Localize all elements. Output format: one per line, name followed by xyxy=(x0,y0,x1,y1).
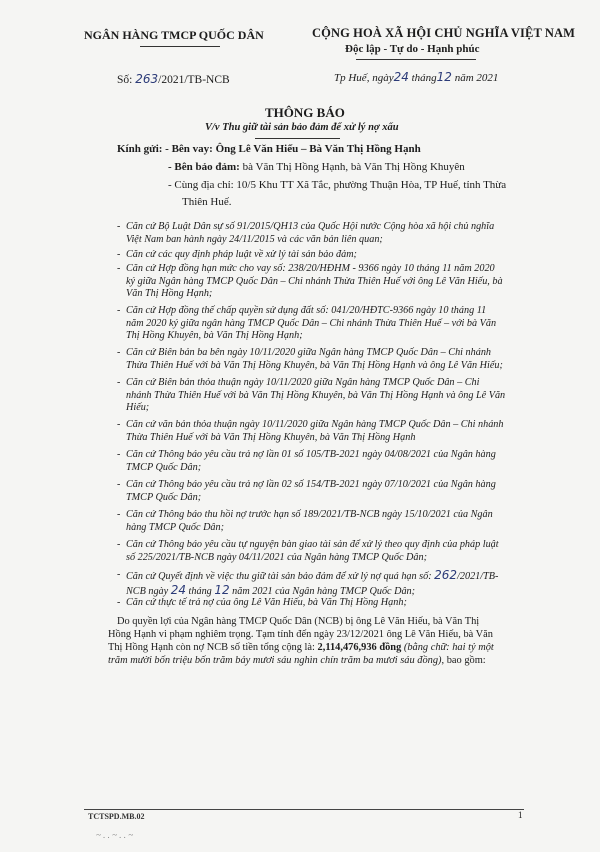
bullet: - xyxy=(117,539,121,550)
footer-rule xyxy=(84,809,524,810)
bullet: - xyxy=(117,479,121,490)
footer-form-code: TCTSPD.MB.02 xyxy=(88,812,145,821)
basis-regulations: Căn cứ các quy định pháp luật về xử lý tài sản bảo đảm; xyxy=(126,249,357,260)
doc-no-handwritten: 263 xyxy=(135,72,159,86)
body-paragraph: Do quyền lợi của Ngân hàng TMCP Quốc Dân (NCB) bị ông Lê Văn Hiếu, bà Văn Thị Hồng Hạnh vi phạm nghiêm trọng. Tạm tính đến ngày 23/12/2021 ông Lê Văn Hiếu, bà Văn Thị Hồng Hạnh còn nợ NCB số tiền tổng cộng là: 2,114,476,936 đồng (bằng chữ: hai tỷ một trăm mười bốn triệu bốn trăm bảy mươi sáu nghìn chín trăm ba mươi sáu đồng), bao gồm: xyxy=(108,616,494,666)
recipient-borrower xyxy=(117,143,421,155)
year-label: năm 2021 xyxy=(451,72,499,84)
notice-subject: V/v Thu giữ tài sản bảo đảm để xử lý nợ xấu xyxy=(205,122,399,133)
bullet: - xyxy=(117,449,121,460)
document-number xyxy=(117,72,230,86)
basis-early-recall-notice: Căn cứ Thông báo thu hồi nợ trước hạn số 189/2021/TB-NCB ngày 15/10/2021 của Ngân hàng TMCP Quốc Dân; xyxy=(126,509,493,533)
notice-title: THÔNG BÁO xyxy=(265,105,345,120)
basis-handover-notice: Căn cứ Thông báo yêu cầu tự nguyện bàn giao tài sản để xử lý theo quy định của pháp luật số 225/2021/TB-NCB ngày 04/11/2021 của Ngân hàng TMCP Quốc Dân; xyxy=(126,539,499,563)
recipient-guarantor xyxy=(168,161,465,173)
recipient-borrower-value: Ông Lê Văn Hiếu – Bà Văn Thị Hồng Hạnh xyxy=(215,143,421,155)
bullet: - xyxy=(117,305,121,316)
basis-agreement-minutes: Căn cứ Biên bản thỏa thuận ngày 10/11/2020 giữa Ngân hàng TMCP Quốc Dân – Chi nhánh Thừa Thiên Huế với bà Văn Thị Hồng Khuyên, bà Văn Thị Hồng Hạnh và ông Lê Văn Hiếu; xyxy=(126,377,506,413)
day-handwritten: 24 xyxy=(393,70,409,84)
month-label: tháng xyxy=(408,72,437,84)
debt-amount: 2,114,476,936 đồng xyxy=(317,642,402,653)
basis-repayment-notice-1: Căn cứ Thông báo yêu cầu trả nợ lần 01 số 105/TB-2021 ngày 04/08/2021 của Ngân hàng TMCP Quốc Dân; xyxy=(126,449,496,473)
basis-mortgage-contract: Căn cứ Hợp đồng thế chấp quyền sử dụng đất số: 041/20/HĐTC-9366 ngày 10 tháng 11 năm 2020 ký giữa ngân hàng TMCP Quốc Dân – Chi nhánh Thừa Thiên Huế – với bà Văn Thị Hồng Khuyên, bà Văn Thị Hồng Hạnh; xyxy=(126,305,497,341)
recipient-address: - Cùng địa chỉ: 10/5 Khu TT Xã Tắc, phường Thuận Hòa, TP Huế, tỉnh Thừa xyxy=(168,179,507,191)
place-date xyxy=(334,70,498,84)
bank-underline xyxy=(140,46,220,47)
subject-underline xyxy=(255,138,340,139)
bullet: - xyxy=(117,377,121,388)
basis-repayment-reality: Căn cứ thực tế trả nợ của ông Lê Văn Hiếu, bà Văn Thị Hồng Hạnh; xyxy=(126,597,407,608)
basis-civil-code: Căn cứ Bộ Luật Dân sự số 91/2015/QH13 của Quốc Hội nước Cộng hòa xã hội chủ nghĩa Việt Nam ban hành ngày 24/11/2015 và các văn bản liên quan; xyxy=(126,221,495,245)
doc-no-prefix: Số: xyxy=(117,74,136,86)
basis-credit-contract: Căn cứ Hợp đồng hạn mức cho vay số: 238/20/HĐHM - 9366 ngày 10 tháng 11 năm 2020 ký giữa Ngân hàng TMCP Quốc Dân – Chi nhánh Thừa Thiên Huế với ông Lê Văn Hiếu, bà Văn Thị Hồng Hạnh; xyxy=(126,263,503,299)
bullet: - xyxy=(117,509,121,520)
basis-repayment-notice-2: Căn cứ Thông báo yêu cầu trả nợ lần 02 số 154/TB-2021 ngày 07/10/2021 của Ngân hàng TMCP Quốc Dân; xyxy=(126,479,496,503)
decision-day-handwritten: 24 xyxy=(170,582,186,597)
bullet: - xyxy=(117,347,121,358)
month-handwritten: 12 xyxy=(436,70,452,84)
handwritten-mark: ~ . . ~ . . ~ xyxy=(96,830,134,840)
recipient-borrower-label: Kính gửi: - Bên vay: xyxy=(117,143,216,155)
bullet: - xyxy=(117,221,121,232)
basis-agreement-document: Căn cứ văn bản thỏa thuận ngày 10/11/2020 giữa Ngân hàng TMCP Quốc Dân – Chi nhánh Thừa Thiên Huế với bà Văn Thị Hồng Khuyên, bà Văn Thị Hồng Hạnh xyxy=(126,419,504,443)
bullet: - xyxy=(117,249,121,260)
motto-underline xyxy=(356,59,476,60)
page-number: 1 xyxy=(518,810,523,820)
place-prefix: Tp Huế, ngày xyxy=(334,72,394,84)
basis-tripartite-minutes: Căn cứ Biên bản ba bên ngày 10/11/2020 giữa Ngân hàng TMCP Quốc Dân – Chi nhánh Thừa Thiên Huế với bà Văn Thị Hồng Khuyên, bà Văn Thị Hồng Hạnh và ông Lê Văn Hiếu; xyxy=(126,347,503,371)
bullet: - xyxy=(117,419,121,430)
doc-no-suffix: /2021/TB-NCB xyxy=(158,74,230,86)
bullet: - xyxy=(117,597,121,608)
nation-title: CỘNG HOÀ XÃ HỘI CHỦ NGHĨA VIỆT NAM xyxy=(312,26,576,40)
recipient-guarantor-label: - Bên bảo đảm: xyxy=(168,161,243,173)
bullet: - xyxy=(117,263,121,274)
bullet: - xyxy=(117,569,121,580)
decision-month-handwritten: 12 xyxy=(214,582,230,597)
recipient-guarantor-value: bà Văn Thị Hồng Hạnh, bà Văn Thị Hồng Khuyên xyxy=(242,161,465,173)
bank-name: NGÂN HÀNG TMCP QUỐC DÂN xyxy=(84,28,264,42)
decision-no-handwritten: 262 xyxy=(434,568,458,582)
recipient-address-cont: Thiên Huế. xyxy=(182,196,232,208)
motto: Độc lập - Tự do - Hạnh phúc xyxy=(345,43,480,55)
basis-seizure-decision: Căn cứ Quyết định về việc thu giữ tài sản bảo đảm để xử lý nợ quá hạn số: 262/2021/TB- NCB ngày 24 tháng 12 năm 2021 của Ngân hàng TMCP Quốc Dân; xyxy=(126,568,499,597)
